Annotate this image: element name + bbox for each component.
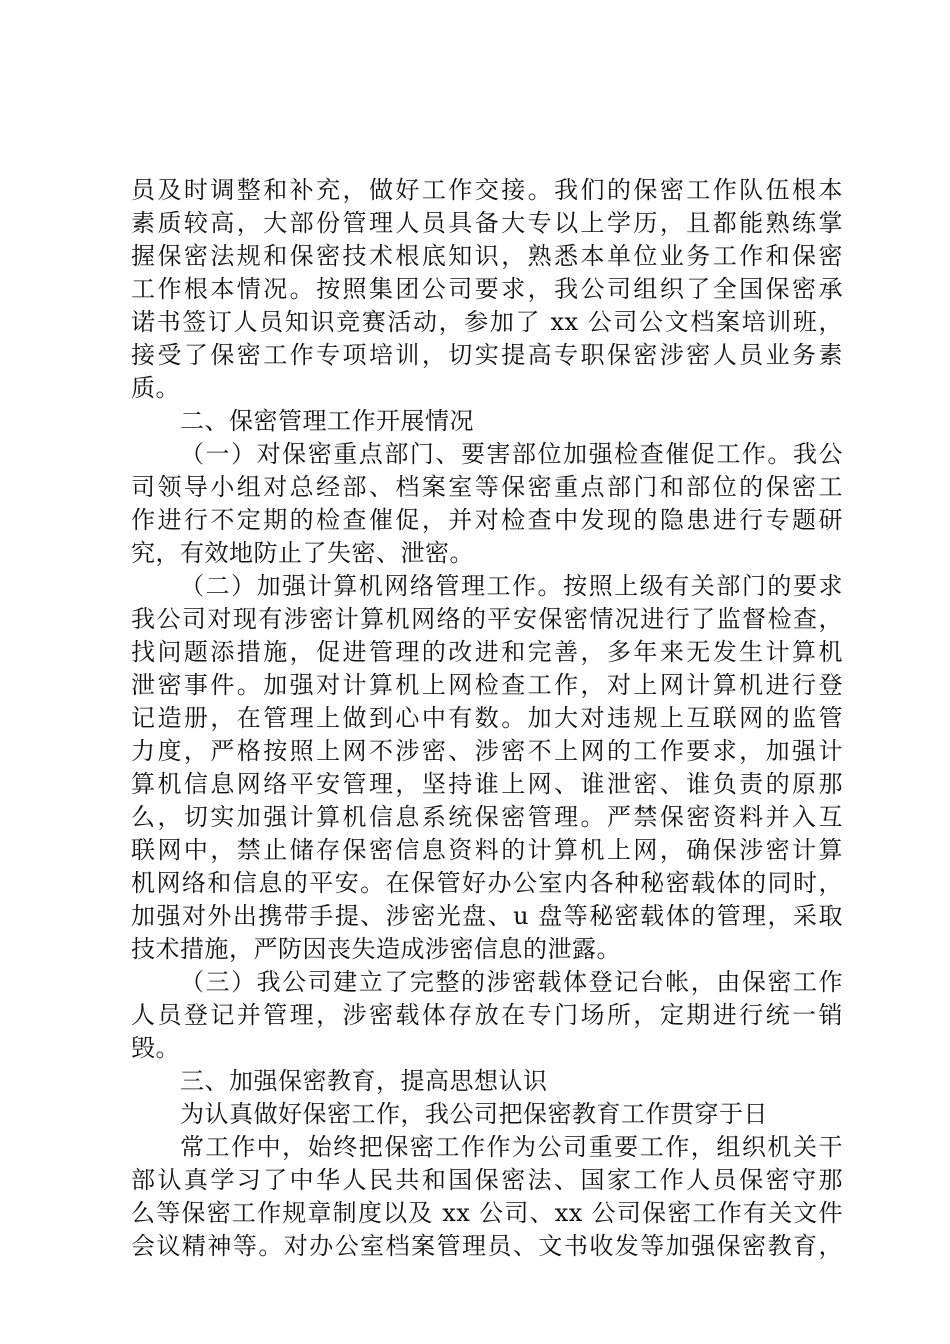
body-line: 找问题添措施，促进管理的改进和完善，多年来无发生计算机 <box>131 638 843 666</box>
body-line: 接受了保密工作专项培训，切实提高专职保密涉密人员业务素 <box>131 341 843 369</box>
body-line: 员及时调整和补充，做好工作交接。我们的保密工作队伍根本 <box>131 176 843 204</box>
body-line: 联网中，禁止储存保密信息资料的计算机上网，确保涉密计算 <box>131 836 843 864</box>
body-line: 素质较高，大部份管理人员具备大专以上学历，且都能熟练掌 <box>131 209 843 237</box>
body-line: 司领导小组对总经部、档案室等保密重点部门和部位的保密工 <box>131 473 843 501</box>
section-heading: 三、加强保密教育，提高思想认识 <box>180 1067 548 1095</box>
body-line: 诺书签订人员知识竞赛活动，参加了 xx 公司公文档案培训班， <box>131 308 843 336</box>
body-line: 技术措施，严防因丧失造成涉密信息的泄露。 <box>131 935 621 963</box>
body-line: 毁。 <box>131 1034 180 1062</box>
body-line: 机网络和信息的平安。在保管好办公室内各种秘密载体的同时， <box>131 869 843 897</box>
section-heading: 二、保密管理工作开展情况 <box>180 407 474 435</box>
body-line: 工作根本情况。按照集团公司要求，我公司组织了全国保密承 <box>131 275 843 303</box>
body-line: 么，切实加强计算机信息系统保密管理。严禁保密资料并入互 <box>131 803 843 831</box>
body-line: （二）加强计算机网络管理工作。按照上级有关部门的要求 <box>180 572 843 600</box>
body-line: 究，有效地防止了失密、泄密。 <box>131 539 474 567</box>
body-line: 部认真学习了中华人民共和国保密法、国家工作人员保密守那 <box>131 1166 843 1194</box>
body-line: 记造册，在管理上做到心中有数。加大对违规上互联网的监管 <box>131 704 843 732</box>
body-line: 作进行不定期的检查催促，并对检查中发现的隐患进行专题研 <box>131 506 843 534</box>
body-line: 算机信息网络平安管理，坚持谁上网、谁泄密、谁负责的原那 <box>131 770 843 798</box>
body-line: 会议精神等。对办公室档案管理员、文书收发等加强保密教育， <box>131 1232 843 1260</box>
body-line: 泄密事件。加强对计算机上网检查工作，对上网计算机进行登 <box>131 671 843 699</box>
body-line: 加强对外出携带手提、涉密光盘、u 盘等秘密载体的管理，采取 <box>131 902 843 930</box>
body-line: （三）我公司建立了完整的涉密载体登记台帐，由保密工作 <box>180 968 843 996</box>
body-line: （一）对保密重点部门、要害部位加强检查催促工作。我公 <box>180 440 843 468</box>
body-line: 我公司对现有涉密计算机网络的平安保密情况进行了监督检查， <box>131 605 843 633</box>
body-line: 握保密法规和保密技术根底知识，熟悉本单位业务工作和保密 <box>131 242 843 270</box>
body-line: 么等保密工作规章制度以及 xx 公司、xx 公司保密工作有关文件 <box>131 1199 843 1227</box>
body-line: 质。 <box>131 374 180 402</box>
body-line: 力度，严格按照上网不涉密、涉密不上网的工作要求，加强计 <box>131 737 843 765</box>
body-line: 常工作中，始终把保密工作作为公司重要工作，组织机关干 <box>180 1133 843 1161</box>
body-line: 为认真做好保密工作，我公司把保密教育工作贯穿于日 <box>180 1100 768 1128</box>
body-line: 人员登记并管理，涉密载体存放在专门场所，定期进行统一销 <box>131 1001 843 1029</box>
